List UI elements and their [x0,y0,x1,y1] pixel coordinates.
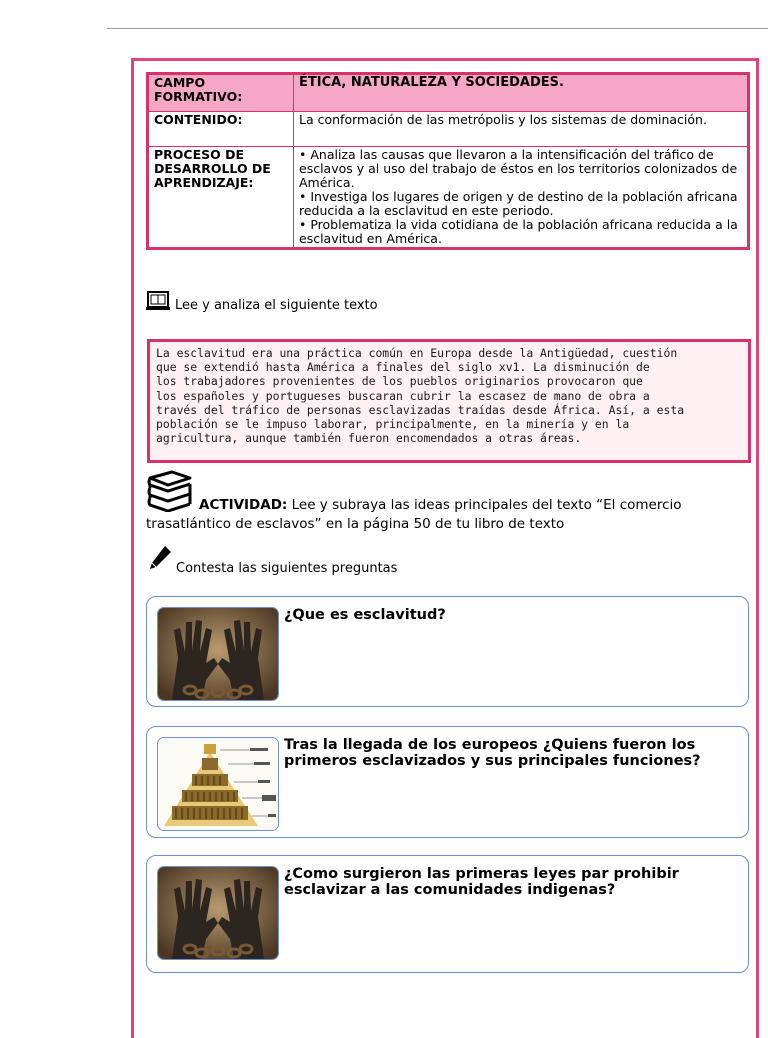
proceso-item: • Investiga los lugares de origen y de destino de la población africana reducida a la esclavitud en este periodo. [299,189,738,218]
reading-line: La esclavitud era una práctica común en Europa desde la Antigüedad, cuestión [156,346,678,360]
table-row [148,112,749,147]
answer-instruction-text: Contesta las siguientes preguntas [176,561,398,576]
table-label-proceso: PROCESO DE DESARROLLO DE APRENDIZAJE: [148,147,294,249]
top-rule [107,28,768,29]
question-card [146,855,749,973]
table-row [148,74,749,112]
chained-hands-image [157,607,279,701]
reading-line: que se extendió hasta América a finales del siglo xv1. La disminución de [156,360,650,375]
proceso-item: • Problematiza la vida cotidiana de la población africana reducida a la esclavitud en América. [299,217,738,246]
table-value-proceso [294,147,749,249]
question-card [146,726,749,838]
table-label-campo: CAMPO FORMATIVO: [148,74,294,112]
books-stack-icon [146,470,194,512]
social-pyramid-image [157,737,279,831]
reading-line: través del tráfico de personas esclavizadas traídas desde África. Así, a esta [156,402,685,417]
reading-instruction-text: Lee y analiza el siguiente texto [175,298,378,313]
chained-hands-image [157,866,279,960]
activity-line-1: ACTIVIDAD: Lee y subraya las ideas principales del texto “El comercio [199,497,682,513]
reading-line: los trabajadores provenientes de los pueblos originarios provocaron que [156,374,643,389]
table-row [148,147,749,249]
question-card [146,596,749,707]
book-icon [146,291,174,313]
table-value-contenido: La conformación de las metrópolis y los sistemas de dominación. [294,112,749,147]
reading-line: agricultura, aunque también fueron encomendados a otras áreas. [156,431,582,446]
question-text: ¿Que es esclavitud? [284,607,446,623]
reading-text-box [147,339,751,463]
pencil-icon [148,545,172,571]
table-value-campo: ÉTICA, NATURALEZA Y SOCIEDADES. [294,74,749,112]
reading-instruction [146,291,378,313]
activity-line-2: trasatlántico de esclavos” en la página 50 de tu libro de texto [146,516,565,532]
answer-instruction [148,545,398,576]
info-table [146,72,750,250]
reading-line: los españoles y portugueses buscaran cubrir la escasez de mano de obra a [156,388,650,403]
table-label-contenido: CONTENIDO: [148,112,294,147]
question-text: ¿Como surgieron las primeras leyes par prohibir esclavizar a las comunidades indigenas? [284,866,679,898]
activity-label: ACTIVIDAD: [199,497,288,513]
proceso-item: • Analiza las causas que llevaron a la intensificación del tráfico de esclavos y al uso del trabajo de éstos en los territorios colonizados de América. [299,147,738,190]
reading-line: población se le impuso laborar, principalmente, en la minería y en la [156,417,630,432]
question-text: Tras la llegada de los europeos ¿Quiens fueron los primeros esclavizados y sus principales funciones? [284,737,701,769]
